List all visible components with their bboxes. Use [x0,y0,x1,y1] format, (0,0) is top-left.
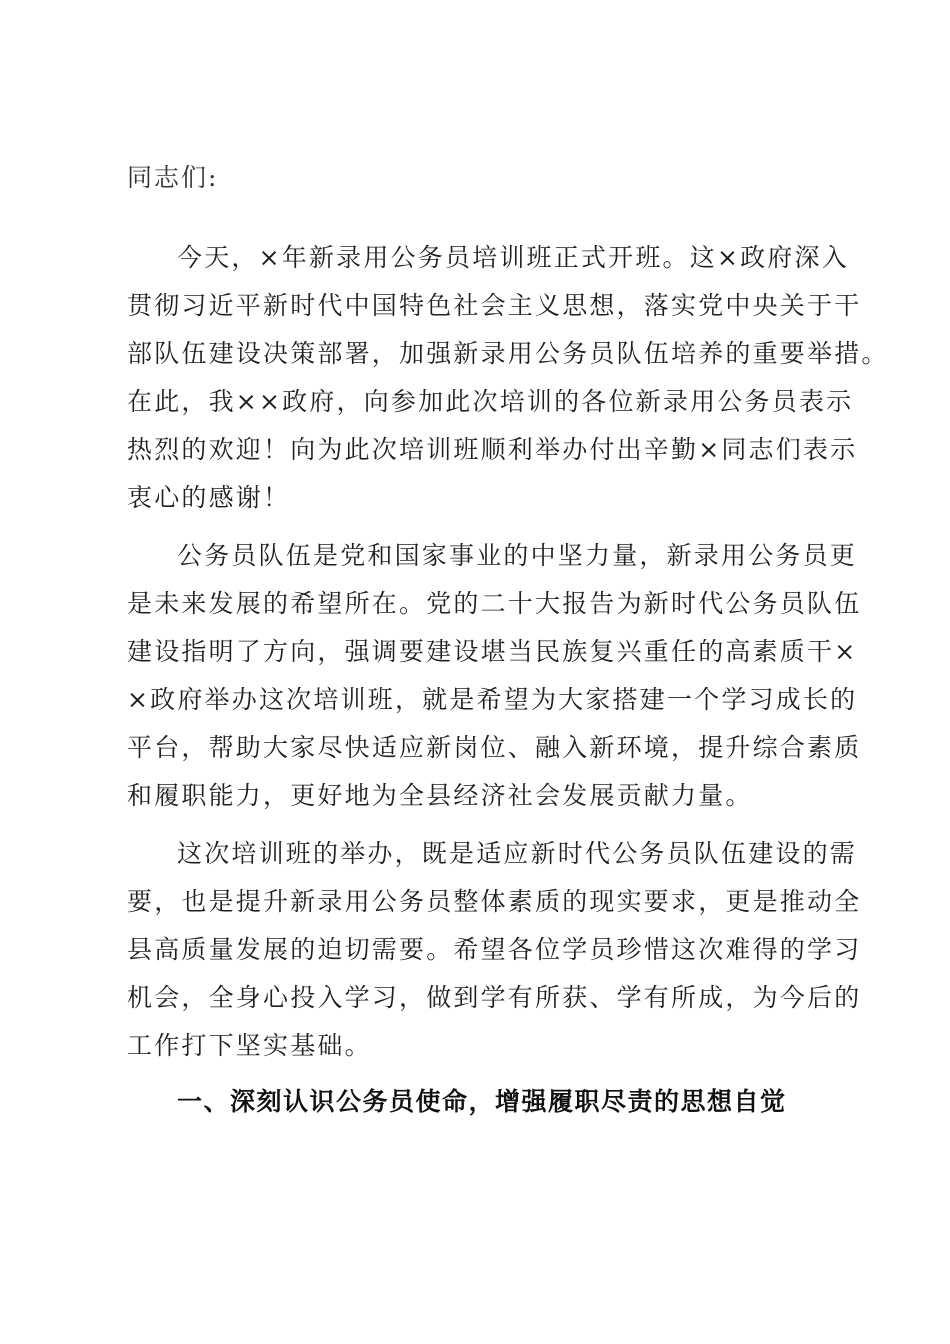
paragraph-1-line-6: 衷心的感谢！ [127,483,291,512]
paragraph-3-line-1: 这次培训班的举办，既是适应新时代公务员队伍建设的需 [177,839,858,868]
paragraph-1-line-1: 今天，×年新录用公务员培训班正式开班。这×政府深入 [177,243,849,272]
paragraph-1-line-4: 在此，我××政府，向参加此次培训的各位新录用公务员表示 [127,387,854,416]
paragraph-1-line-2: 贯彻习近平新时代中国特色社会主义思想，落实党中央关于干 [127,291,862,320]
paragraph-2-line-3: 建设指明了方向，强调要建设堪当民族复兴重任的高素质干× [127,637,858,666]
paragraph-3-line-3: 县高质量发展的迫切需要。希望各位学员珍惜这次难得的学习 [127,935,862,964]
paragraph-2-line-5: 平台，帮助大家尽快适应新岗位、融入新环境，提升综合素质 [127,733,862,762]
paragraph-2-line-6: 和履职能力，更好地为全县经济社会发展贡献力量。 [127,781,753,810]
paragraph-2-line-2: 是未来发展的希望所在。党的二十大报告为新时代公务员队伍 [127,589,862,618]
paragraph-2-line-1: 公务员队伍是党和国家事业的中坚力量，新录用公务员更 [177,541,858,570]
paragraph-3-line-2: 要，也是提升新录用公务员整体素质的现实要求，更是推动全 [127,887,862,916]
paragraph-3-line-5: 工作打下坚实基础。 [127,1031,372,1060]
paragraph-2-line-4: ×政府举办这次培训班，就是希望为大家搭建一个学习成长的 [127,685,858,714]
section-heading: 一、深刻认识公务员使命，增强履职尽责的思想自觉 [177,1087,787,1116]
paragraph-1-line-3: 部队伍建设决策部署，加强新录用公务员队伍培养的重要举措。 [127,339,889,368]
paragraph-3-line-4: 机会，全身心投入学习，做到学有所获、学有所成，为今后的 [127,983,862,1012]
salutation: 同志们: [127,163,219,192]
paragraph-1-line-5: 热烈的欢迎！向为此次培训班顺利举办付出辛勤×同志们表示 [127,435,858,464]
